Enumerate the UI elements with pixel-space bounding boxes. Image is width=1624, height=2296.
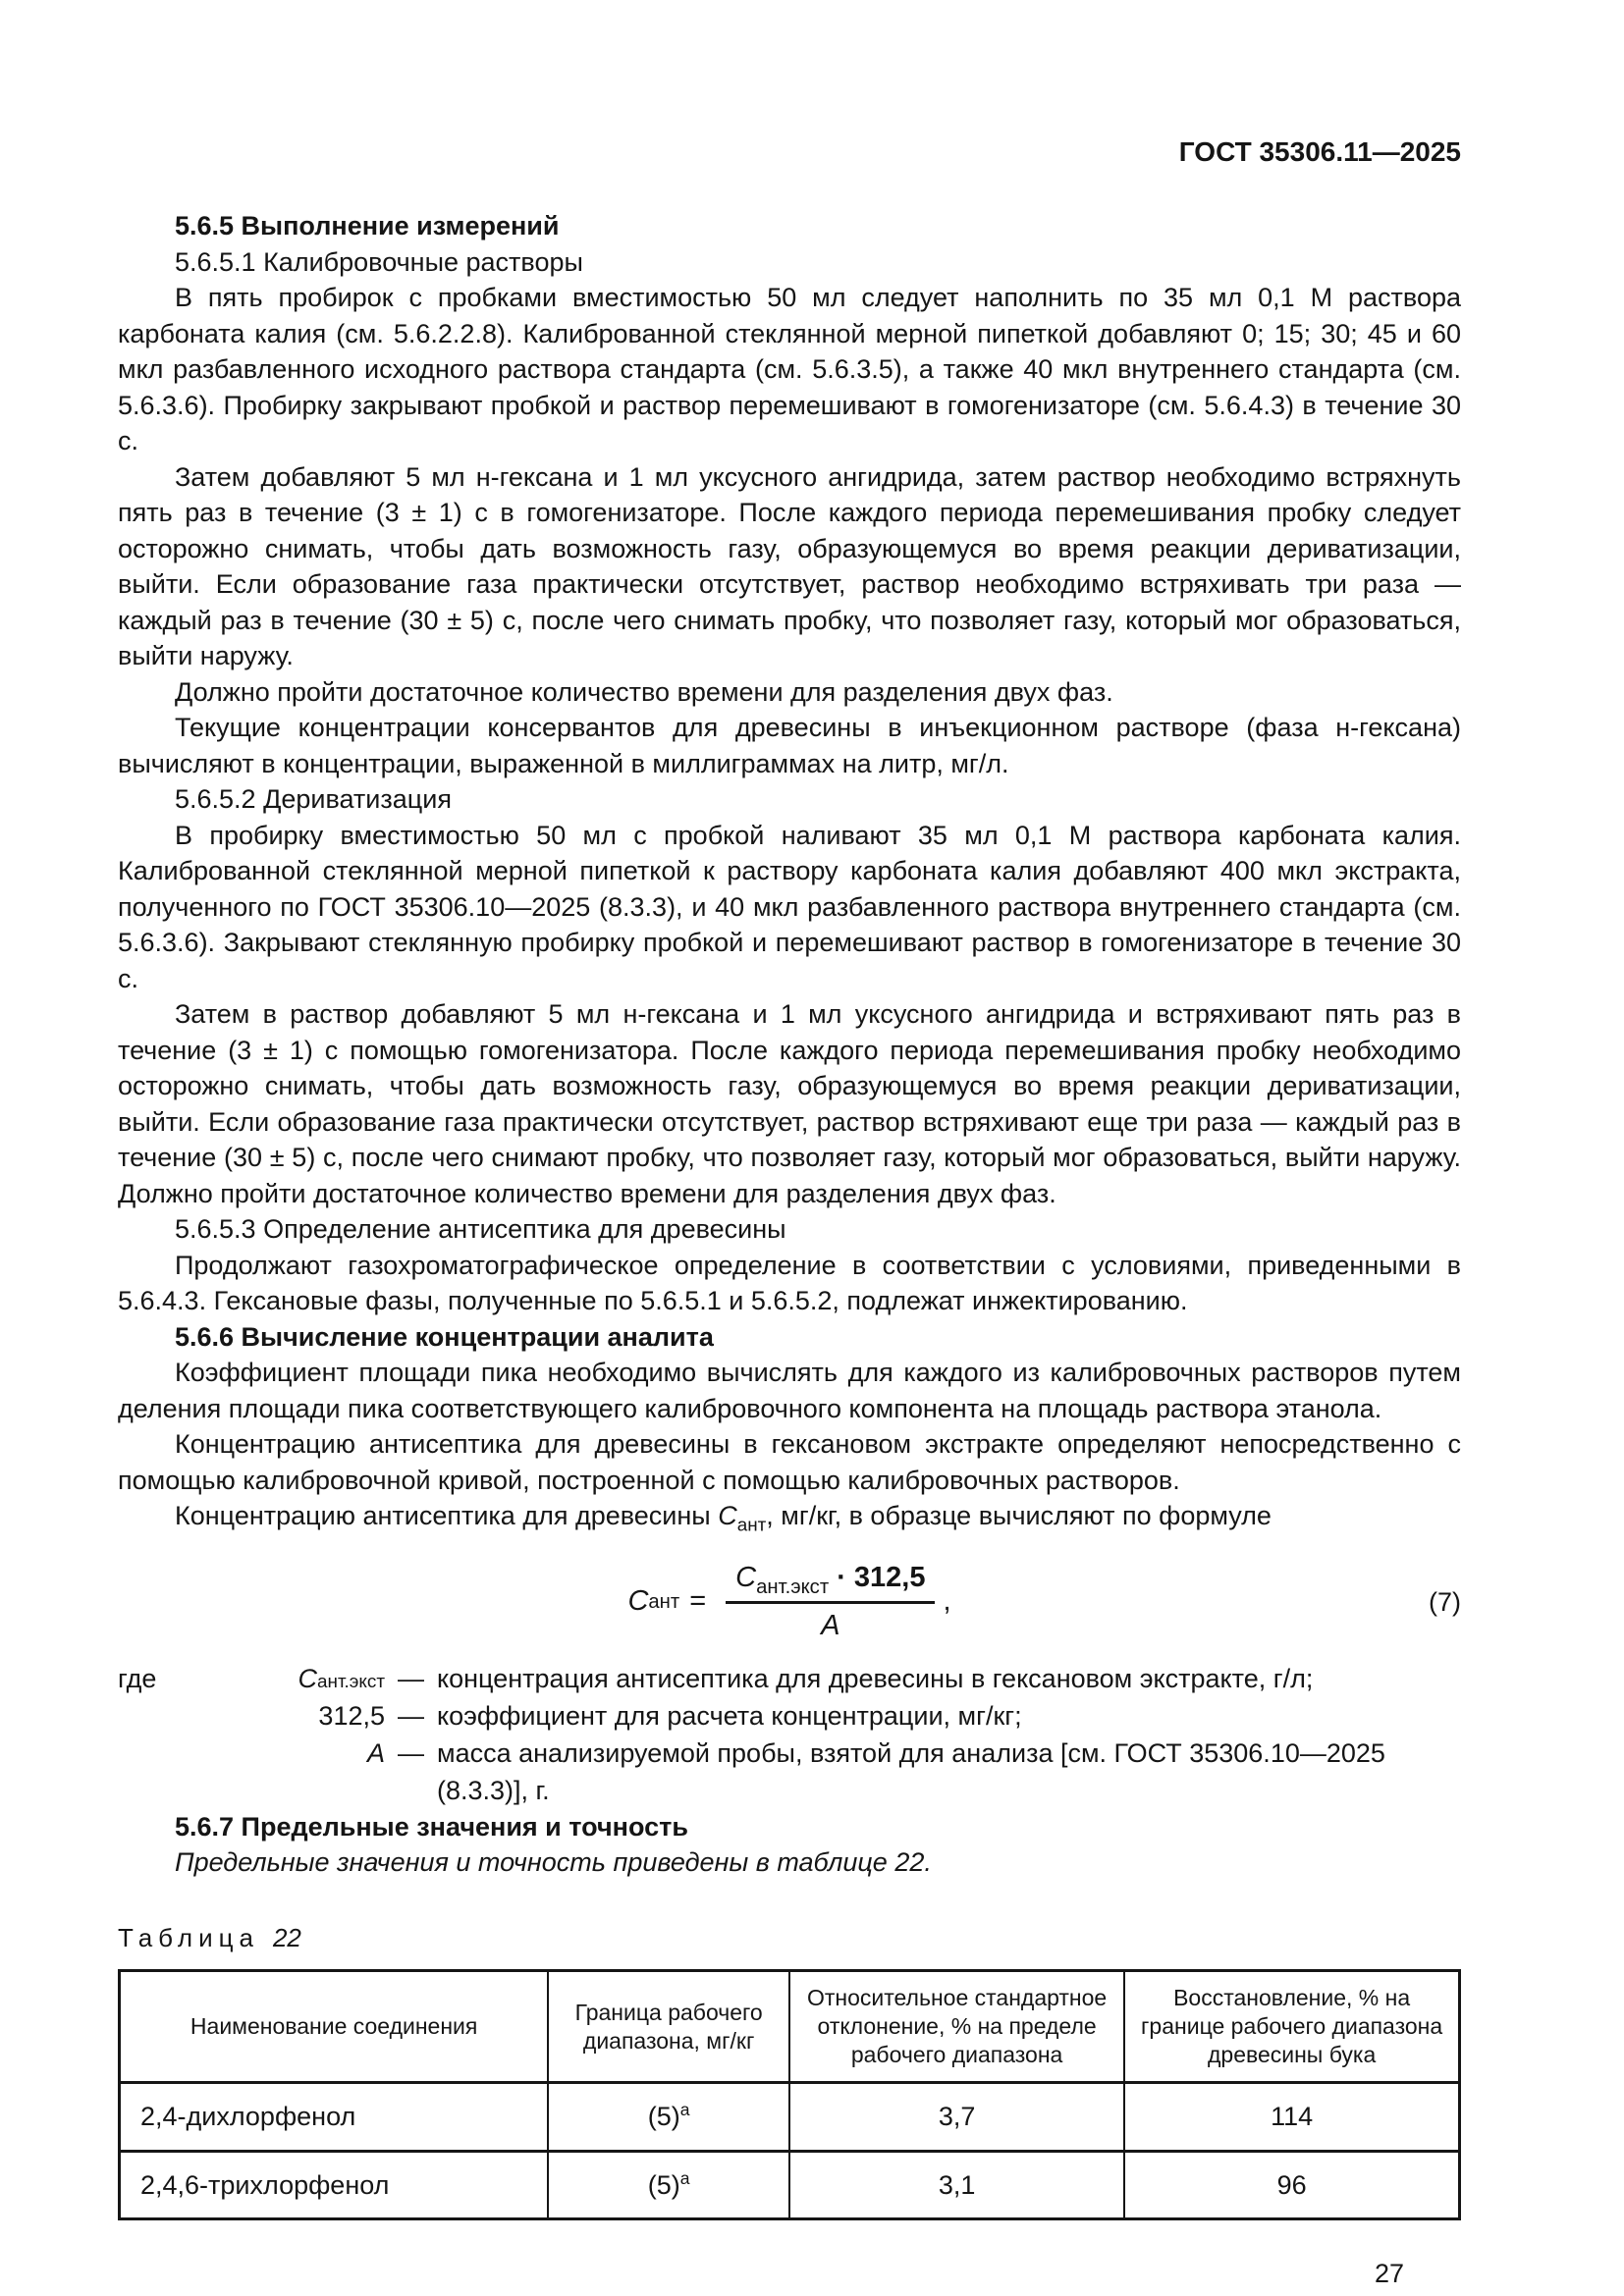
formula-num-var: С <box>735 1561 757 1593</box>
cell-recovery: 114 <box>1124 2083 1459 2152</box>
cell-working-range <box>548 2151 789 2219</box>
where-term-2-value: 312,5 <box>318 1700 385 1731</box>
cell-compound-name: 2,4-дихлорфенол <box>120 2083 549 2152</box>
paragraph-current-concentrations: Текущие концентрации консервантов для древесины в инъекционном растворе (фаза н-гексана) вычисляют в концентрации, выраженной в миллиграммах на литр, мг/л. <box>118 713 1461 778</box>
cell-working-range <box>548 2083 789 2152</box>
formula-block <box>118 1560 1461 1644</box>
document-body <box>118 208 1461 2292</box>
dash-separator: — <box>398 1700 424 1731</box>
fraction-numerator <box>726 1560 935 1605</box>
table-label <box>118 1920 1461 1956</box>
formula-intro-text: Концентрацию антисептика для древесины <box>175 1501 719 1530</box>
formula-num-factor: · 312,5 <box>837 1561 926 1593</box>
paragraph-gc-determination: Продолжают газохроматографическое определение в соответствии с условиями, приведенными в 5.6.4.3. Гексановые фазы, полученные по 5.6.5.1 и 5.6.5.2, подлежат инжектированию. <box>118 1250 1461 1315</box>
formula-comma: , <box>943 1585 951 1618</box>
variable-c-ant-subscript: ант <box>736 1515 767 1536</box>
paragraph-formula-intro <box>118 1498 1461 1534</box>
paragraph-calibration-1: В пять пробирок с пробками вместимостью 50 мл следует наполнить по 35 мл 0,1 М раствора карбоната калия (см. 5.6.2.2.8). Калиброванной стеклянной мерной пипеткой добавляют 0; 15; 30; 45 и 60 мкл разбавленного исходного раствора стандарта (см. 5.6.3.5), а также 40 мкл внутреннего стандарта (см. 5.6.3.6). Пробирку закрывают пробкой и раствор перемешивают в гомогенизаторе (см. 5.6.4.3) в течение 30 с. <box>118 283 1461 455</box>
heading-5-6-5: 5.6.5 Выполнение измерений <box>175 211 560 240</box>
table-row <box>120 2083 1460 2152</box>
paragraph-derivatization-1: В пробирку вместимостью 50 мл с пробкой наливают 35 мл 0,1 М раствора карбоната калия. Калиброванной стеклянной мерной пипеткой к раствору карбоната калия добавляют 400 мкл экстракта, полученного по ГОСТ 35306.10—2025 (8.3.3), и 40 мкл разбавленного раствора внутреннего стандарта (см. 5.6.3.6). Закрывают стеклянную пробирку пробкой и перемешивают раствор в гомогенизаторе в течение 30 с. <box>118 820 1461 993</box>
paragraph-peak-ratio: Коэффициент площади пика необходимо вычислять для каждого из калибровочных растворов путем деления площади пика соответствующего калибровочного компонента на площадь раствора этанола. <box>118 1358 1461 1423</box>
fraction <box>726 1560 935 1644</box>
cell-recovery: 96 <box>1124 2151 1459 2219</box>
heading-5-6-5-3: 5.6.5.3 Определение антисептика для древесины <box>175 1214 786 1244</box>
where-definition-3: масса анализируемой пробы, взятой для анализа [см. ГОСТ 35306.10—2025 (8.3.3)], г. <box>437 1737 1385 1805</box>
equals-sign: = <box>689 1585 707 1618</box>
table-row <box>120 2151 1460 2219</box>
heading-5-6-7: 5.6.7 Предельные значения и точность <box>175 1811 688 1842</box>
where-row-c-ant-ekst <box>118 1660 1461 1697</box>
where-row-coefficient <box>118 1697 1461 1735</box>
where-definition-2: коэффициент для расчета концентрации, мг/кг; <box>437 1700 1022 1731</box>
paragraph-calibration-2: Затем добавляют 5 мл н-гексана и 1 мл уксусного ангидрида, затем раствор необходимо встряхнуть пять раз в течение (3 ± 1) с в гомогенизаторе. После каждого периода перемешивания пробку следует осторожно снимать, чтобы дать возможность газу, образующемуся во время реакции дериватизации, выйти. Если образование газа практически отсутствует, раствор необходимо встряхивать три раза — каждый раз в течение (30 ± 5) с, после чего снимать пробку, что позволяет газу, который мог образоваться, выйти наружу. <box>118 461 1461 670</box>
doc-reference: ГОСТ 35306.11—2025 <box>1178 136 1461 167</box>
footnote-marker: а <box>679 2100 690 2119</box>
paragraph-derivatization-2: Затем в раствор добавляют 5 мл н-гексана и 1 мл уксусного ангидрида и встряхивают пять раз в течение (3 ± 1) с помощью гомогенизатора. После каждого периода перемешивания пробку необходимо осторожно снимать, чтобы дать возможность газу, образующемуся во время реакции дериватизации, выйти. Если образование газа практически отсутствует, раствор встряхивают еще три раза — каждый раз в течение (30 ± 5) с, после чего снимают пробку, что позволяет газу, который мог образоваться, выйти наружу. Должно пройти достаточное количество времени для разделения двух фаз. <box>118 999 1461 1208</box>
where-term-3 <box>118 1735 385 1772</box>
formula-intro-suffix: , мг/кг, в образце вычисляют по формуле <box>766 1501 1272 1530</box>
column-header-rsd: Относительное стандартное отклонение, % на пределе рабочего диапазона <box>789 1971 1124 2083</box>
page-number: 27 <box>1374 2259 1404 2288</box>
paragraph-phase-separation: Должно пройти достаточное количество времени для разделения двух фаз. <box>175 676 1113 707</box>
formula-num-subscript: ант.экст <box>756 1575 830 1598</box>
range-value: (5) <box>647 2102 680 2131</box>
formula-number: (7) <box>1429 1586 1461 1617</box>
where-definition-1: концентрация антисептика для древесины в гексановом экстракте, г/л; <box>437 1663 1314 1693</box>
formula-7: С ант = $\frac{С_{ант.экст} \cdot 312,5}{А}$ , <box>627 1560 950 1644</box>
paragraph-calibration-curve: Концентрацию антисептика для древесины в гексановом экстракте определяют непосредственно с помощью калибровочной кривой, построенной с помощью калибровочных растворов. <box>118 1429 1461 1495</box>
table-label-number: 22 <box>272 1922 301 1952</box>
dash-separator: — <box>398 1737 424 1768</box>
where-row-mass <box>118 1735 1461 1809</box>
heading-5-6-6: 5.6.6 Вычисление концентрации аналита <box>175 1321 714 1352</box>
where-intro: где <box>118 1663 157 1693</box>
range-value: (5) <box>647 2169 680 2200</box>
fraction-denominator: А <box>821 1610 840 1641</box>
column-header-compound: Наименование соединения <box>120 1971 549 2083</box>
footnote-marker: а <box>679 2167 690 2188</box>
where-term-1-var: С <box>298 1663 318 1693</box>
dash-separator: — <box>398 1663 424 1693</box>
table-header-row <box>120 1971 1460 2083</box>
paragraph-limits-note: Предельные значения и точность приведены в таблице 22. <box>175 1847 932 1877</box>
cell-rsd: 3,7 <box>789 2083 1124 2152</box>
where-term-1: где С ант.экст <box>118 1660 385 1697</box>
column-header-working-range: Граница рабочего диапазона, мг/кг <box>548 1971 789 2083</box>
table-label-word: Таблица <box>118 1922 259 1952</box>
column-header-recovery: Восстановление, % на границе рабочего диапазона древесины бука <box>1124 1971 1459 2083</box>
variable-c-ant: С <box>718 1501 737 1530</box>
cell-rsd: 3,1 <box>789 2151 1124 2219</box>
where-list <box>118 1660 1461 1809</box>
where-term-3-var: А <box>366 1737 385 1768</box>
heading-5-6-5-1: 5.6.5.1 Калибровочные растворы <box>175 246 583 277</box>
table-22 <box>118 1969 1461 2220</box>
formula-lhs-var: С <box>627 1585 649 1618</box>
cell-compound-name: 2,4,6-трихлорфенол <box>120 2151 549 2219</box>
where-term-2 <box>118 1697 385 1735</box>
heading-5-6-5-2: 5.6.5.2 Дериватизация <box>175 784 452 814</box>
